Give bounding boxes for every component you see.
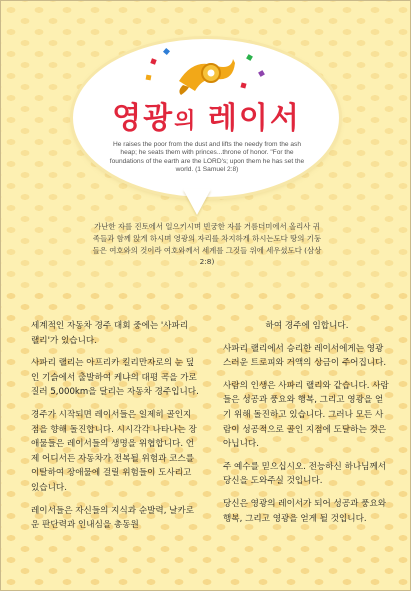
paragraph: 사람의 인생은 사파리 랠리와 같습니다. 사람들은 성공과 풍요와 행복, 그리고 영광을 얻기 위해 돌진하고 있습니다. 그러나 모든 사람이 성공적으로 골인 지점에 도달하는 것은 아닙니다. [223,380,389,450]
title-part-particle: 의 [174,109,196,134]
speech-bubble-tail [183,189,211,215]
body-column-right [223,319,391,534]
bible-quote-english: He raises the poor from the dust and lifts the needy from the ash heap; he seats them with princes...throne of honor. "For the foundations of the earth are the LORD's; upon them he has set the world. (1 Samuel 2:8) [109,141,305,174]
title-part-racer: 레이서 [207,101,301,136]
page-title [1,101,411,140]
paragraph: 하여 경주에 임합니다. [265,321,349,331]
paragraph: 레이서들은 자신들의 지식과 순발력, 날카로운 판단력과 인내심을 총동원 [31,505,195,531]
confetti-piece [146,75,152,81]
paragraph: 당신은 영광의 레이서가 되어 성공과 풍요와 행복, 그리고 영광을 얻게 될 것입니다. [223,498,387,524]
paragraph: 세계적인 자동차 경주 대회 중에는 '사파리 랠리'가 있습니다. [31,321,189,346]
trumpet-whistle-logo-icon [173,51,239,97]
paragraph: 사파리 랠리는 아프리카 킬리만자로의 눈 덮인 기슭에서 출발하여 케냐의 대평 곡을 가로질러 5,000km을 달리는 자동차 경주입니다. [31,358,199,398]
body-column-left [31,319,199,541]
title-part-glory: 영광 [112,101,175,136]
bible-verse-korean: 가난한 자를 진토에서 일으키시며 빈궁한 자를 거름더미에서 올리사 귀족들과 함께 앉게 하시며 영광의 자리를 차지하게 하시는도다 땅의 기둥들은 여호와의 것이라 여호와께서 세계를 그것들 위에 세우셨도다 (삼상 2:8) [92,222,322,267]
paragraph: 사파리 랠리에서 승리한 레이서에게는 영광스러운 트로피와 거액의 상금이 주어집니다. [223,343,387,369]
paragraph: 주 예수를 믿으십시오. 전능하신 하나님께서 당신을 도와주실 것입니다. [223,461,387,487]
paragraph: 경주가 시작되면 레이서들은 일제히 골인지점을 향해 돌진합니다. 시시각각 나타나는 장애물들은 레이서들의 생명을 위협합니다. 언제 어디서든 자동차가 전복될 위험과 코스를 이탈하여 장애물에 걸릴 위험들이 도사리고 있습니다. [31,409,197,493]
